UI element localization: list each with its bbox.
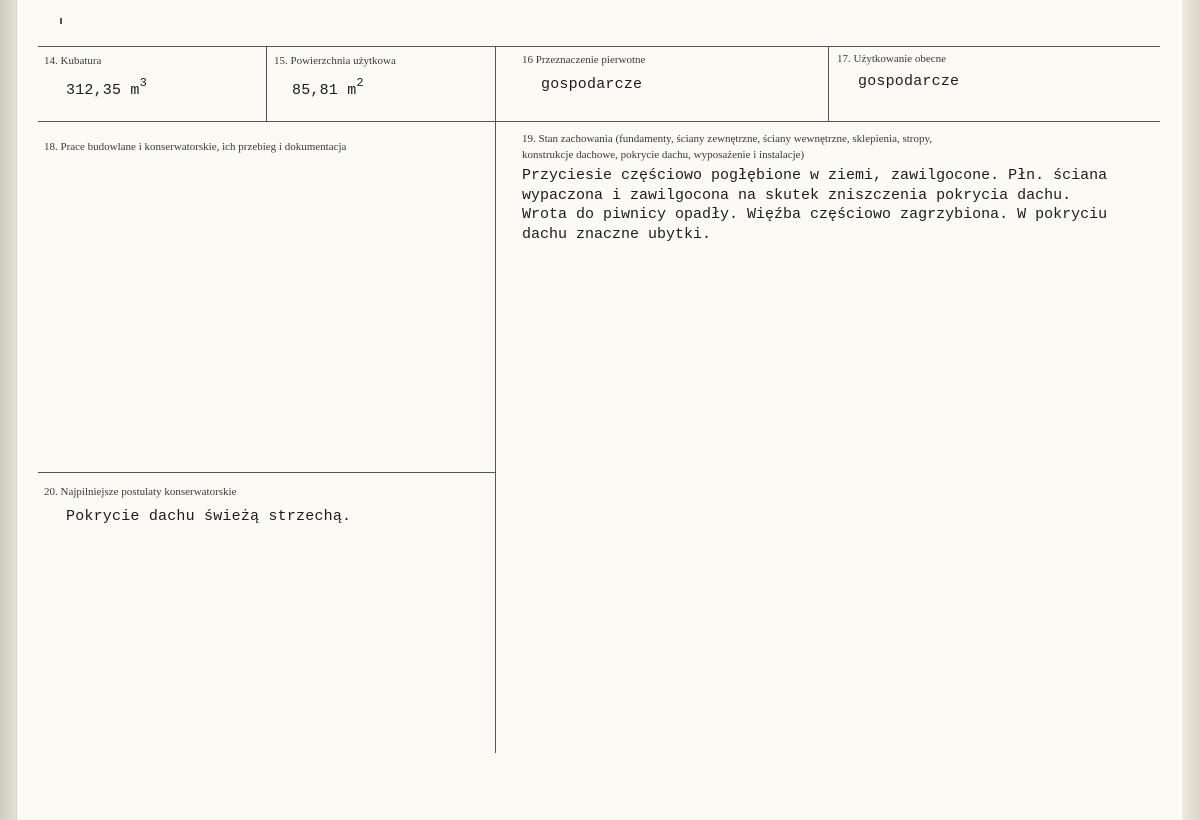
- postulaty-label: 20. Najpilniejsze postulaty konserwatorskie: [44, 486, 237, 498]
- form-sheet: [16, 0, 1183, 820]
- uzytkowanie-label: 17. Użytkowanie obecne: [837, 53, 947, 65]
- top-rule: [38, 46, 1160, 47]
- powierzchnia-value: 85,81 $m^2$: [292, 76, 364, 99]
- przeznaczenie-value: gospodarcze: [541, 76, 643, 93]
- kubatura-value: 312,35 $m^3$: [66, 76, 148, 99]
- top-mark: [60, 18, 62, 24]
- divider-16-17: [828, 47, 829, 121]
- stan-zachowania-line: Przyciesie częściowo pogłębione w ziemi, zawilgocone. Płn. ściana: [522, 167, 1108, 184]
- kubatura-label: 14. Kubatura: [44, 55, 102, 67]
- uzytkowanie-value: gospodarcze: [858, 73, 960, 90]
- powierzchnia-label: 15. Powierzchnia użytkowa: [274, 55, 396, 67]
- przeznaczenie-label: 16 Przeznaczenie pierwotne: [522, 54, 646, 66]
- prace-budowlane-label: 18. Prace budowlane i konserwatorskie, ich przebieg i dokumentacja: [44, 141, 347, 153]
- stan-zachowania-line: dachu znaczne ubytki.: [522, 225, 712, 243]
- row1-bottom-rule: [38, 121, 1160, 122]
- stan-zachowania-line: wypaczona i zawilgocona na skutek zniszczenia pokrycia dachu.: [522, 186, 1072, 204]
- stan-zachowania-line: Wrota do piwnicy opadły. Więźba częściowo zagrzybiona. W pokryciu: [522, 206, 1108, 223]
- stan-zachowania-label-line2: konstrukcje dachowe, pokrycie dachu, wyposażenie i instalacje): [522, 149, 805, 161]
- center-divider: [495, 47, 496, 753]
- divider-14-15: [266, 47, 267, 121]
- stan-zachowania-label-line1: 19. Stan zachowania (fundamenty, ściany zewnętrzne, ściany wewnętrzne, sklepienia, stropy,: [522, 133, 933, 145]
- postulaty-value: Pokrycie dachu świeżą strzechą.: [66, 508, 352, 525]
- page-shadow-edge: [0, 0, 16, 820]
- stan-zachowania-text: [522, 166, 1170, 244]
- page-right-edge: [1182, 0, 1200, 820]
- section-20-rule: [38, 472, 495, 473]
